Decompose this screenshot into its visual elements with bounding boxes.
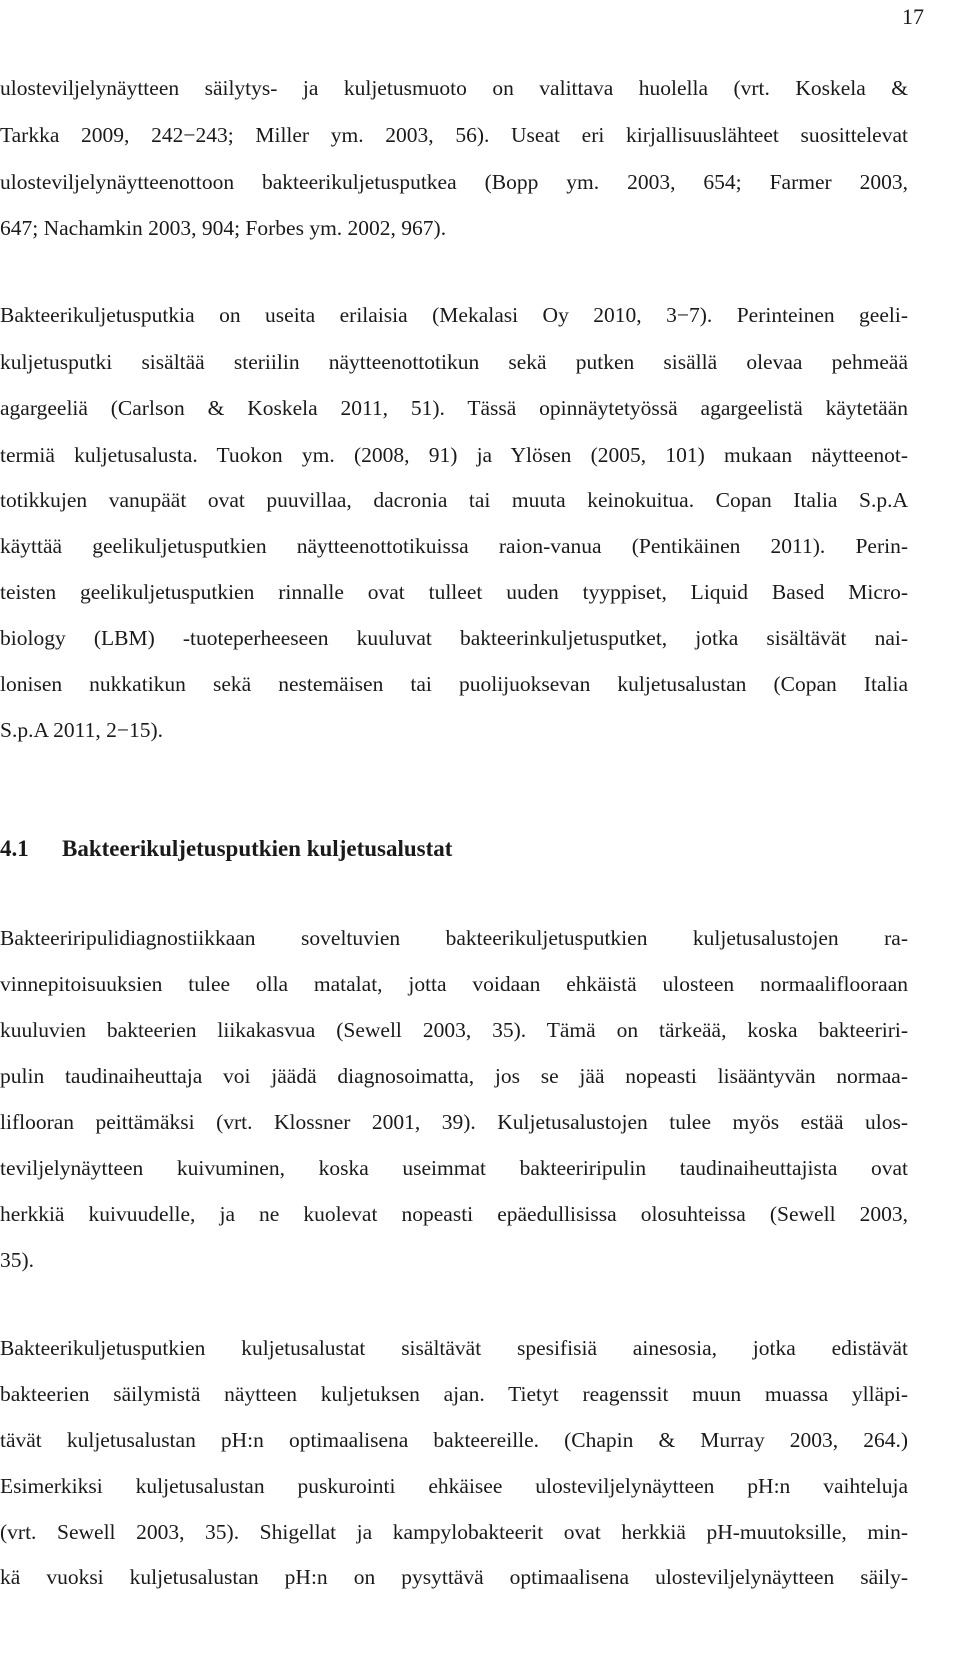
text-line: (vrt. Sewell 2003, 35). Shigellat ja kampylobakteerit ovat herkkiä pH-muutoksille, min- <box>0 1520 908 1544</box>
text-line: käyttää geelikuljetusputkien näytteenottotikuissa raion-vanua (Pentikäinen 2011). Perin- <box>0 534 908 558</box>
text-line: vinnepitoisuuksien tulee olla matalat, jotta voidaan ehkäistä ulosteen normaaliflooraan <box>0 972 908 996</box>
text-line: totikkujen vanupäät ovat puuvillaa, dacronia tai muuta keinokuitua. Copan Italia S.p.A <box>0 488 908 512</box>
text-line: S.p.A 2011, 2−15). <box>0 718 164 742</box>
section-number: 4.1 <box>0 836 29 861</box>
text-line: teviljelynäytteen kuivuminen, koska useimmat bakteeriripulin taudinaiheuttajista ovat <box>0 1156 908 1180</box>
text-line: Bakteeriripulidiagnostiikkaan soveltuvien bakteerikuljetusputkien kuljetusalustojen ra- <box>0 926 908 950</box>
text-line: biology (LBM) -tuoteperheeseen kuuluvat bakteerinkuljetusputket, jotka sisältävät nai- <box>0 626 908 650</box>
text-line: pulin taudinaiheuttaja voi jäädä diagnosoimatta, jos se jää nopeasti lisääntyvän normaa- <box>0 1064 908 1088</box>
text-line: ulosteviljelynäytteen säilytys- ja kuljetusmuoto on valittava huolella (vrt. Koskela & <box>0 76 908 100</box>
text-line: kuljetusputki sisältää steriilin näytteenottotikun sekä putken sisällä olevaa pehmeää <box>0 350 908 374</box>
text-line: Esimerkiksi kuljetusalustan puskurointi ehkäisee ulosteviljelynäytteen pH:n vaihteluja <box>0 1474 908 1498</box>
text-line: Bakteerikuljetusputkien kuljetusalustat sisältävät spesifisiä ainesosia, jotka edistävät <box>0 1336 908 1360</box>
text-line: kuuluvien bakteerien liikakasvua (Sewell 2003, 35). Tämä on tärkeää, koska bakteeriri- <box>0 1018 908 1042</box>
text-line: agargeeliä (Carlson & Koskela 2011, 51). Tässä opinnäytetyössä agargeelistä käytetään <box>0 396 908 420</box>
text-line: herkkiä kuivuudelle, ja ne kuolevat nopeasti epäedullisissa olosuhteissa (Sewell 2003, <box>0 1202 908 1226</box>
text-line: 35). <box>0 1248 35 1272</box>
page-number: 17 <box>902 4 924 29</box>
text-line: tävät kuljetusalustan pH:n optimaalisena bakteereille. (Chapin & Murray 2003, 264.) <box>0 1428 908 1452</box>
section-title: Bakteerikuljetusputkien kuljetusalustat <box>62 836 453 861</box>
text-line: ulosteviljelynäytteenottoon bakteerikuljetusputkea (Bopp ym. 2003, 654; Farmer 2003, <box>0 170 908 194</box>
text-line: kä vuoksi kuljetusalustan pH:n on pysyttävä optimaalisena ulosteviljelynäytteen säily- <box>0 1565 908 1589</box>
text-line: lonisen nukkatikun sekä nestemäisen tai puolijuoksevan kuljetusalustan (Copan Italia <box>0 672 908 696</box>
text-line: teisten geelikuljetusputkien rinnalle ovat tulleet uuden tyyppiset, Liquid Based Micro- <box>0 580 908 604</box>
text-line: liflooran peittämäksi (vrt. Klossner 2001, 39). Kuljetusalustojen tulee myös estää ulos- <box>0 1110 908 1134</box>
text-line: Tarkka 2009, 242−243; Miller ym. 2003, 56). Useat eri kirjallisuuslähteet suosittelevat <box>0 123 908 147</box>
text-line: termiä kuljetusalusta. Tuokon ym. (2008, 91) ja Ylösen (2005, 101) mukaan näytteenot- <box>0 443 908 467</box>
text-line: Bakteerikuljetusputkia on useita erilaisia (Mekalasi Oy 2010, 3−7). Perinteinen geeli- <box>0 303 908 327</box>
text-line: 647; Nachamkin 2003, 904; Forbes ym. 2002, 967). <box>0 216 447 240</box>
section-heading <box>0 836 452 862</box>
text-line: bakteerien säilymistä näytteen kuljetuksen ajan. Tietyt reagenssit muun muassa ylläpi- <box>0 1382 908 1406</box>
